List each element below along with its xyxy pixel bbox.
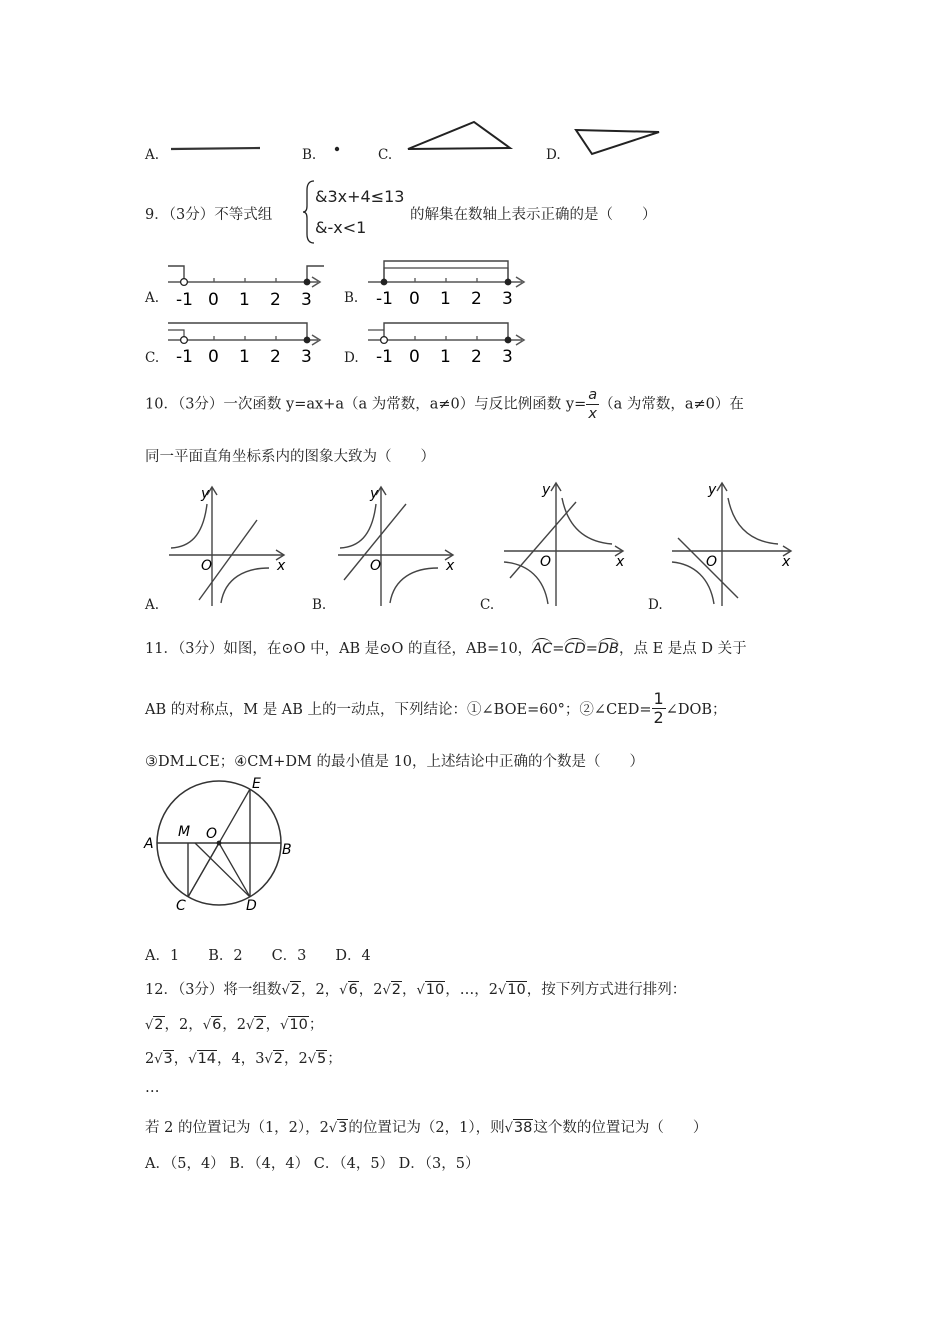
q10-line-1-a: 10．（3分）一次函数 y=ax+a（a 为常数，a≠0）与反比例函数 y= <box>145 396 587 413</box>
text: ，2， <box>164 1017 203 1033</box>
tick-label: 0 <box>208 290 219 308</box>
text: ， <box>265 1017 281 1033</box>
axis-label: x <box>277 558 286 574</box>
axis-label: y <box>708 482 717 498</box>
q12-question-line <box>145 1116 707 1137</box>
q11-line-1-b: ，点 E 是点 D 关于 <box>618 641 747 657</box>
text: 12．（3分）将一组数 <box>145 982 282 998</box>
q10-frac-num: a <box>588 387 598 403</box>
tick-label: 1 <box>239 347 250 366</box>
q12-row-2 <box>145 1047 342 1068</box>
tick-label: 2 <box>270 347 281 366</box>
q8-option-a-figure <box>170 143 262 153</box>
axis-label: y <box>542 482 551 498</box>
q11-line-3: ③DM⊥CE；④CM+DM 的最小值是 10，上述结论中正确的个数是（ ） <box>145 754 645 770</box>
text: ， <box>173 1051 189 1067</box>
frac-den: 2 <box>653 708 664 727</box>
q10-fraction <box>586 386 599 423</box>
arc-cd: CD <box>564 641 586 657</box>
sqrt-10: √10 <box>497 982 526 998</box>
q9-option-a-label: A. <box>145 290 160 306</box>
text: 这个数的位置记为（ ） <box>533 1120 708 1136</box>
arc-ac: AC <box>532 641 553 657</box>
tick-label: 1 <box>440 347 451 366</box>
q12-row-1 <box>145 1013 323 1034</box>
text: 的位置记为（2，1），则 <box>348 1120 505 1136</box>
q12-ellipsis: … <box>145 1080 160 1096</box>
text: ， <box>402 982 417 998</box>
q9-inequality-1: &3x+4≤13 <box>315 187 405 206</box>
q10-frac-den: x <box>588 406 597 422</box>
point-label-c: C <box>176 898 186 912</box>
q8-option-a-label: A. <box>145 147 160 163</box>
origin-label: O <box>370 558 382 574</box>
q10-option-b-label: B. <box>312 597 327 613</box>
tick-label: 0 <box>409 289 420 306</box>
q10-line-2: 同一平面直角坐标系内的图象大致为（ ） <box>145 449 435 465</box>
arc-db: DB <box>597 641 619 657</box>
equals: = <box>552 641 565 657</box>
q9-inequality-2: &-x<1 <box>315 218 367 237</box>
point-label-e: E <box>252 776 261 792</box>
tick-label: 1 <box>239 290 250 308</box>
point-label-o: O <box>206 826 218 842</box>
text: 2 <box>145 1051 155 1067</box>
q10-option-d-graph <box>670 478 796 608</box>
axis-label: x <box>616 554 625 570</box>
q11-line-2-a: AB 的对称点，M 是 AB 上的一动点，下列结论：①∠BOE=60°；②∠CED= <box>145 702 652 718</box>
q9-brace <box>302 180 316 244</box>
q9-option-c-label: C. <box>145 350 160 366</box>
q9-option-d-numberline <box>366 318 530 366</box>
q9-option-b-label: B. <box>344 290 359 306</box>
q8-option-c-figure <box>404 118 514 154</box>
q8-option-d-figure <box>572 125 664 157</box>
sqrt-2: √2 <box>246 1017 265 1033</box>
sqrt-14: √14 <box>188 1051 217 1067</box>
q9-option-b-numberline <box>366 256 530 306</box>
tick-label: 0 <box>409 347 420 366</box>
text: ，2 <box>284 1051 308 1067</box>
text: 若 2 的位置记为（1，2），2 <box>145 1120 329 1136</box>
sqrt-3: √3 <box>154 1051 173 1067</box>
q11-circle-figure <box>140 774 300 912</box>
q10-option-d-label: D. <box>648 597 663 613</box>
q9-stem-suffix: 的解集在数轴上表示正确的是（ ） <box>410 207 657 223</box>
q12-line-1 <box>145 978 686 999</box>
sqrt-2: √2 <box>264 1051 283 1067</box>
q11-half-fraction <box>652 690 666 727</box>
tick-label: 2 <box>270 290 281 308</box>
q11-answers: A．1 B．2 C．3 D．4 <box>145 948 371 964</box>
q12-answers: A．（5，4） B．（4，4） C．（4，5） D．（3，5） <box>145 1156 480 1172</box>
sqrt-10: √10 <box>416 982 445 998</box>
sqrt-2: √2 <box>281 982 300 998</box>
equals: = <box>585 641 598 657</box>
text: ，按下列方式进行排列： <box>526 982 687 998</box>
tick-label: 1 <box>440 289 451 306</box>
tick-label: 3 <box>502 347 513 366</box>
q10-option-c-label: C. <box>480 597 495 613</box>
tick-label: -1 <box>376 289 393 306</box>
q8-option-c-label: C. <box>378 147 393 163</box>
q9-option-c-numberline <box>166 318 330 366</box>
sqrt-5: √5 <box>307 1051 327 1067</box>
sqrt-2: √2 <box>145 1017 164 1033</box>
q8-option-d-label: D. <box>546 147 561 163</box>
q10-option-c-graph <box>502 478 628 608</box>
point-label-d: D <box>246 898 257 912</box>
sqrt-6: √6 <box>339 982 358 998</box>
q11-line-1-a: 11．（3分）如图，在⊙O 中，AB 是⊙O 的直径，AB=10， <box>145 641 533 657</box>
sqrt-10: √10 <box>280 1017 308 1033</box>
text: ，…，2 <box>445 982 498 998</box>
tick-label: 0 <box>208 347 219 366</box>
text: ，2 <box>222 1017 247 1033</box>
tick-label: -1 <box>176 290 193 308</box>
axis-label: y <box>370 486 379 502</box>
tick-label: -1 <box>176 347 193 366</box>
origin-label: O <box>706 554 718 570</box>
axis-label: x <box>446 558 455 574</box>
sqrt-38: √38 <box>504 1120 533 1136</box>
q9-option-a-numberline <box>166 262 330 308</box>
sqrt-6: √6 <box>202 1017 222 1033</box>
frac-num: 1 <box>653 689 664 708</box>
q10-option-a-label: A. <box>145 597 160 613</box>
text: ，4，3 <box>217 1051 265 1067</box>
tick-label: 3 <box>502 289 513 306</box>
q9-option-d-label: D. <box>344 350 359 366</box>
q11-line-2 <box>145 690 727 727</box>
q9-stem-prefix: 9．（3分）不等式组 <box>145 207 273 223</box>
q10-line-1-b: （a 为常数，a≠0）在 <box>599 396 744 413</box>
sqrt-2: √2 <box>382 982 401 998</box>
text: ； <box>308 1017 324 1033</box>
tick-label: 3 <box>301 347 312 366</box>
text: ，2 <box>358 982 383 998</box>
q10-option-a-graph <box>165 482 291 608</box>
tick-label: -1 <box>376 347 393 366</box>
q10-option-b-graph <box>334 482 460 608</box>
text: ； <box>327 1051 342 1067</box>
q10-line-1 <box>145 386 744 423</box>
origin-label: O <box>540 554 552 570</box>
tick-label: 3 <box>301 290 312 308</box>
axis-label: y <box>201 486 210 502</box>
q11-line-1 <box>145 637 747 658</box>
text: ，2， <box>300 982 340 998</box>
sqrt-3: √3 <box>328 1120 348 1136</box>
tick-label: 2 <box>471 289 482 306</box>
q8-option-b-figure <box>332 144 342 154</box>
axis-label: x <box>782 554 791 570</box>
point-label-m: M <box>178 824 191 840</box>
point-label-b: B <box>282 842 292 858</box>
origin-label: O <box>201 558 213 574</box>
point-label-a: A <box>144 836 154 852</box>
q11-line-2-b: ∠DOB； <box>665 702 727 718</box>
tick-label: 2 <box>471 347 482 366</box>
q8-option-b-label: B. <box>302 147 317 163</box>
